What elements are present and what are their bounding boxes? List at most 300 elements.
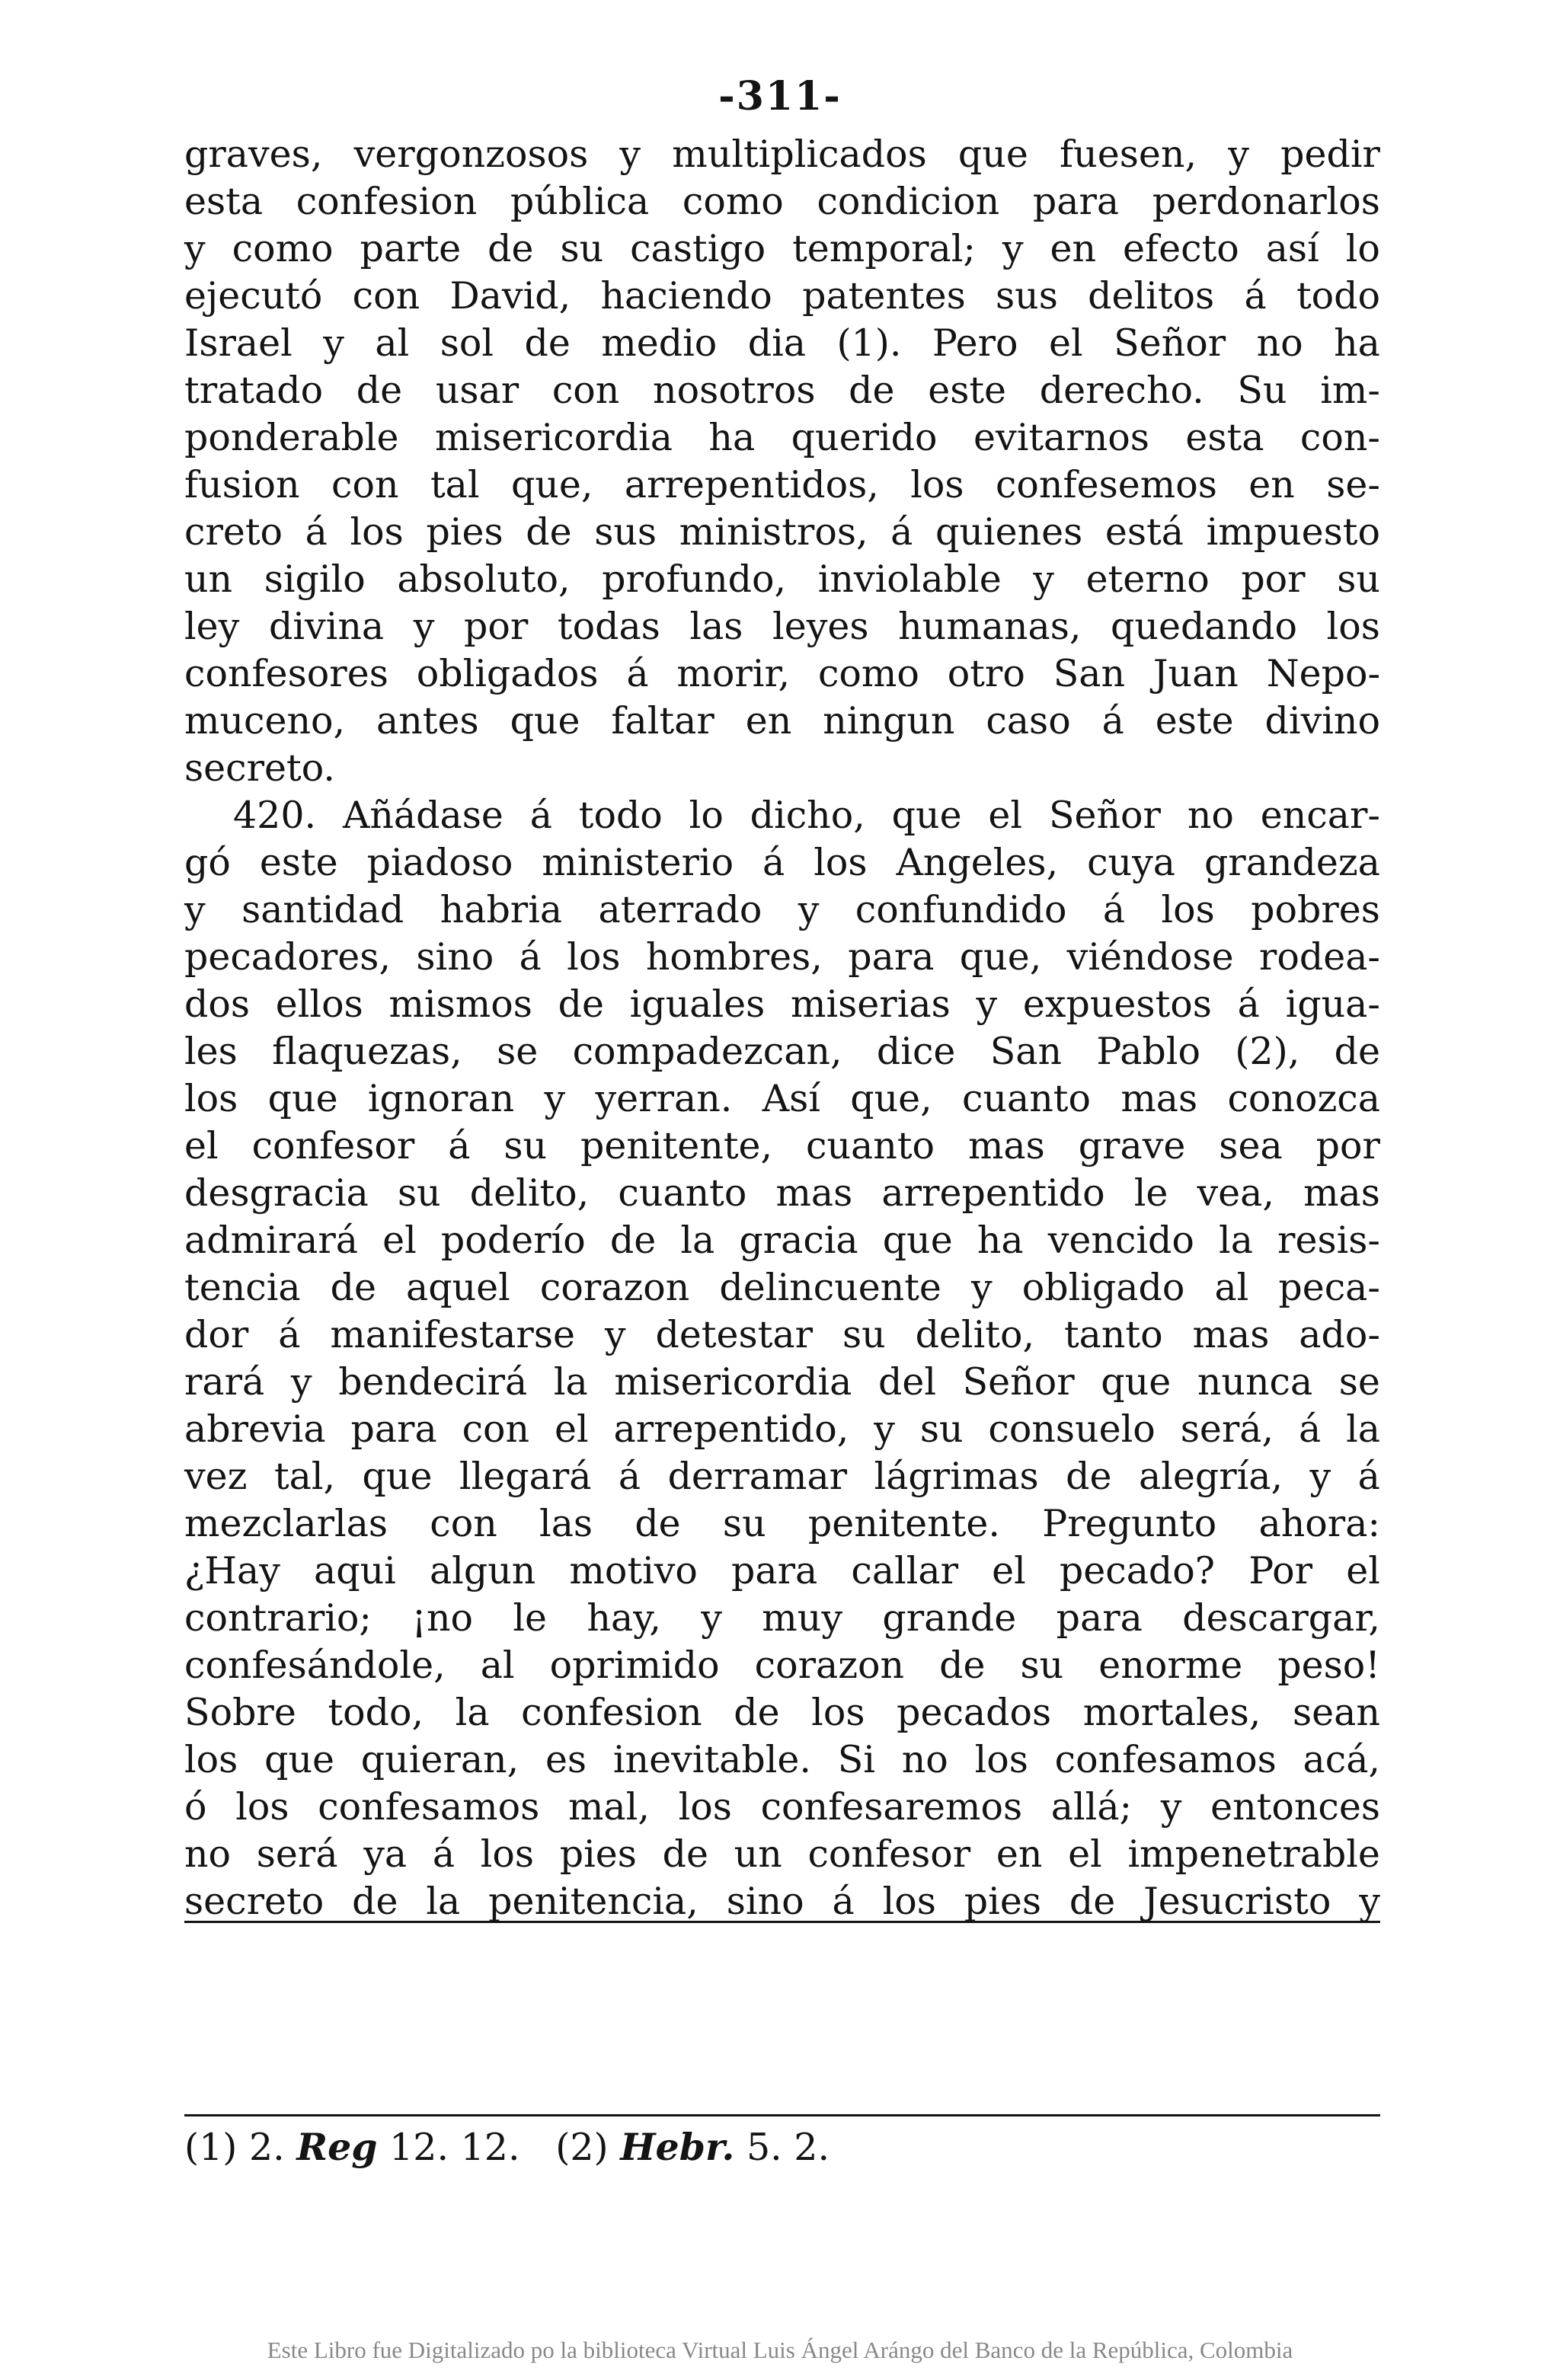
text-line <box>184 934 1380 981</box>
text-word: dor <box>184 1313 249 1356</box>
text-word: ¡no <box>411 1596 474 1640</box>
text-word: á <box>626 652 649 695</box>
text-word: al <box>375 321 410 365</box>
text-word: se <box>1338 1360 1380 1404</box>
text-word: mas <box>1120 1077 1198 1120</box>
text-word: los <box>567 935 621 979</box>
text-word: y <box>619 133 641 176</box>
text-word: en <box>996 1832 1043 1876</box>
text-line <box>184 1736 1380 1784</box>
text-word: las <box>539 1502 593 1545</box>
text-word: Señor <box>962 1360 1075 1404</box>
text-line <box>184 320 1380 367</box>
text-word: sino <box>726 1880 804 1923</box>
text-word: á <box>1101 699 1124 743</box>
text-word: se- <box>1326 463 1380 506</box>
text-word: Pablo <box>1096 1030 1200 1073</box>
text-word: no <box>901 1738 948 1781</box>
text-word: obligados <box>416 652 599 695</box>
text-word: quedando <box>1111 605 1297 648</box>
text-word: á <box>529 794 552 837</box>
text-line <box>184 1170 1380 1217</box>
text-word: arrepentido, <box>613 1407 849 1451</box>
text-word: se <box>497 1030 539 1073</box>
text-word: parte <box>360 227 462 270</box>
text-word: compadezcan, <box>572 1030 842 1073</box>
text-word: entonces <box>1210 1785 1380 1829</box>
text-word: y <box>1228 133 1249 176</box>
text-word: y <box>970 1266 993 1309</box>
text-word: el <box>992 1549 1026 1593</box>
text-word: cuanto <box>962 1077 1091 1120</box>
text-word: todo <box>578 794 663 837</box>
text-word: 420. <box>233 794 317 837</box>
text-word: de <box>662 1832 708 1876</box>
text-word: dia <box>747 321 806 365</box>
text-line <box>184 131 1380 178</box>
footnote-1-location: 12. 12. <box>389 2126 520 2169</box>
text-word: miserias <box>791 982 951 1026</box>
text-word: como <box>817 652 919 695</box>
text-word: querido <box>791 416 938 459</box>
text-word: los <box>1326 605 1380 648</box>
text-word: pies <box>964 1880 1041 1923</box>
text-word: manifestarse <box>330 1313 575 1356</box>
text-line <box>184 1595 1380 1642</box>
text-line <box>184 556 1380 603</box>
text-word: que <box>264 1738 335 1781</box>
text-word: á <box>1237 982 1260 1026</box>
text-word: en <box>1248 463 1295 506</box>
text-word: no <box>184 1832 232 1876</box>
text-word: los <box>974 1738 1028 1781</box>
text-word: gó <box>184 841 231 884</box>
text-word: delincuente <box>719 1266 941 1309</box>
text-word: en <box>1050 227 1097 270</box>
text-word: arrepentidos, <box>624 463 879 506</box>
text-word: le <box>513 1596 548 1640</box>
text-word: no <box>1187 794 1234 837</box>
text-word: á <box>890 510 913 554</box>
text-word: motivo <box>569 1549 698 1593</box>
text-word: sus <box>594 510 657 554</box>
text-word: los <box>811 1691 865 1734</box>
text-word: patentes <box>802 274 966 318</box>
text-word: los <box>350 510 404 554</box>
text-word: ley <box>184 605 240 648</box>
text-word: todo <box>1296 274 1380 318</box>
text-line <box>184 1784 1380 1831</box>
text-word: muceno, <box>184 699 346 743</box>
text-line <box>184 1453 1380 1500</box>
text-word: nunca <box>1197 1360 1313 1404</box>
text-line <box>184 792 1380 839</box>
text-word: lo <box>689 794 724 837</box>
text-word: inviolable <box>817 557 1002 601</box>
text-word: Señor <box>1114 321 1226 365</box>
text-word: Israel <box>184 321 292 365</box>
text-word: las <box>689 605 743 648</box>
text-word: el <box>382 1219 417 1262</box>
text-word: misericordia <box>434 416 673 459</box>
text-word: será, <box>1180 1407 1274 1451</box>
text-word: desgracia <box>184 1171 369 1215</box>
footnote-rule <box>184 2114 1380 2116</box>
text-word: lágrimas <box>874 1455 1039 1498</box>
text-word: graves, <box>184 133 323 176</box>
text-word: derecho. <box>1039 369 1204 412</box>
text-word: de <box>939 1644 986 1687</box>
text-word: condicion <box>817 180 1000 223</box>
text-line <box>184 839 1380 887</box>
text-word: ¿Hay <box>184 1549 280 1593</box>
text-word: leyes <box>772 605 869 648</box>
text-word: creto <box>184 510 283 554</box>
text-line <box>184 1075 1380 1123</box>
text-word: aterrado <box>598 888 762 931</box>
text-word: de <box>356 369 403 412</box>
text-word: callar <box>851 1549 959 1593</box>
text-word: este <box>1155 699 1234 743</box>
text-word: ministros, <box>679 510 868 554</box>
text-word: la <box>553 1360 588 1404</box>
text-word: los <box>235 1785 289 1829</box>
text-word: ejecutó <box>184 274 323 318</box>
text-word: que <box>957 133 1028 176</box>
text-word: llegará <box>459 1455 592 1498</box>
text-word: confundido <box>855 888 1067 931</box>
text-word: faltar <box>611 699 714 743</box>
text-word: es <box>545 1738 587 1781</box>
text-word: San <box>989 1030 1063 1073</box>
text-word: por <box>1315 1124 1380 1168</box>
text-word: al <box>480 1644 515 1687</box>
text-word: igua- <box>1285 982 1380 1026</box>
text-word: pública <box>510 180 650 223</box>
text-word: en <box>745 699 792 743</box>
text-word: le <box>1133 1171 1168 1215</box>
text-word: tal, <box>273 1455 336 1498</box>
text-word: ministerio <box>542 841 734 884</box>
footnote-2-mark: (2) <box>555 2126 609 2169</box>
text-word: grave <box>1078 1124 1186 1168</box>
text-word: que <box>267 1077 338 1120</box>
text-word: arrepentido <box>881 1171 1105 1215</box>
text-word: grande <box>882 1596 1017 1640</box>
text-word: medio <box>601 321 718 365</box>
text-line <box>184 1642 1380 1689</box>
text-word: castigo <box>630 227 766 270</box>
text-word: con <box>551 369 620 412</box>
text-word: su <box>722 1502 766 1545</box>
text-word: los <box>882 1880 936 1923</box>
text-line <box>184 1500 1380 1548</box>
text-word: Su <box>1237 369 1287 412</box>
text-word: nosotros <box>653 369 816 412</box>
text-word: profundo, <box>602 557 787 601</box>
text-word: impuesto <box>1206 510 1380 554</box>
text-word: fuesen, <box>1060 133 1197 176</box>
text-word: misericordia <box>614 1360 852 1404</box>
text-word: todo, <box>328 1691 424 1734</box>
text-word: algun <box>429 1549 536 1593</box>
text-word: con <box>331 463 399 506</box>
text-word: no <box>1256 321 1303 365</box>
text-word: grandeza <box>1204 841 1380 884</box>
text-word: ya <box>363 1832 408 1876</box>
text-word: delitos <box>1088 274 1215 318</box>
text-word: á <box>448 1124 471 1168</box>
text-word: á <box>305 510 328 554</box>
text-line <box>184 367 1380 414</box>
text-word: confesándole, <box>184 1644 446 1687</box>
text-word: su <box>1337 557 1380 601</box>
text-word: de <box>330 1266 376 1309</box>
text-word: secreto <box>184 1880 324 1923</box>
text-word: oprimido <box>549 1644 720 1687</box>
text-word: hay, <box>587 1596 661 1640</box>
text-word: confesion <box>521 1691 702 1734</box>
text-word: de <box>352 1880 398 1923</box>
text-word: abrevia <box>184 1407 326 1451</box>
text-word: los <box>480 1832 535 1876</box>
text-word: mas <box>967 1124 1045 1168</box>
text-word: mas <box>1192 1313 1270 1356</box>
text-word: mortales, <box>1082 1691 1261 1734</box>
text-word: que <box>882 1219 953 1262</box>
text-word: los <box>814 841 868 884</box>
text-word: secreto. <box>184 746 335 790</box>
text-word: por <box>464 605 529 648</box>
text-word: el <box>1049 321 1083 365</box>
text-word: á <box>1357 1455 1380 1498</box>
text-word: pobres <box>1251 888 1380 931</box>
text-word: confesion <box>296 180 478 223</box>
text-word: divina <box>268 605 385 648</box>
text-word: los <box>184 1738 238 1781</box>
footnote-1-ref: Reg <box>296 2125 378 2169</box>
text-line <box>184 745 1380 792</box>
text-word: (2), <box>1235 1030 1300 1073</box>
text-line <box>184 1123 1380 1170</box>
text-word: absoluto, <box>397 557 571 601</box>
text-word: y <box>1309 1455 1331 1498</box>
text-word: Así <box>762 1077 820 1120</box>
text-word: mal, <box>567 1785 650 1829</box>
text-word: muy <box>762 1596 843 1640</box>
text-word: á <box>278 1313 301 1356</box>
text-word: cuanto <box>618 1171 747 1215</box>
text-word: un <box>184 557 233 601</box>
text-word: encar- <box>1260 794 1380 837</box>
text-line <box>184 981 1380 1028</box>
text-line <box>184 462 1380 509</box>
text-word: dice <box>876 1030 956 1073</box>
text-word: Nepo- <box>1266 652 1380 695</box>
text-line <box>184 887 1380 934</box>
text-line <box>184 1831 1380 1878</box>
footnote-2-ref: Hebr. <box>620 2125 735 2169</box>
text-word: cuya <box>1087 841 1175 884</box>
text-word: ningun <box>823 699 955 743</box>
text-word: su <box>919 1407 964 1451</box>
text-word: y <box>874 1407 895 1451</box>
text-line <box>184 603 1380 650</box>
text-word: inevitable. <box>612 1738 811 1781</box>
text-word: la <box>680 1219 715 1262</box>
text-word: San <box>1053 652 1126 695</box>
text-word: los <box>678 1785 732 1829</box>
text-word: y <box>976 982 998 1026</box>
text-word: que <box>1101 1360 1172 1404</box>
text-word: morir, <box>676 652 791 695</box>
text-word: de <box>488 227 534 270</box>
text-word: yerran. <box>595 1077 733 1120</box>
text-word: confesaremos <box>760 1785 1023 1829</box>
text-word: á <box>1244 274 1267 318</box>
text-word: quieran, <box>360 1738 519 1781</box>
text-word: expuestos <box>1022 982 1212 1026</box>
text-word: con <box>462 1407 530 1451</box>
text-word: eterno <box>1085 557 1210 601</box>
text-line <box>184 1548 1380 1595</box>
text-word: que <box>510 699 580 743</box>
text-word: y <box>290 1360 312 1404</box>
text-word: viéndose <box>1066 935 1234 979</box>
text-word: de <box>1069 1880 1116 1923</box>
text-word: ha <box>708 416 756 459</box>
text-word: efecto <box>1122 227 1239 270</box>
text-word: impenetrable <box>1127 1832 1380 1876</box>
text-word: los <box>1161 888 1215 931</box>
text-word: vez <box>184 1455 248 1498</box>
text-word: rará <box>184 1360 265 1404</box>
text-word: y <box>184 888 206 931</box>
text-word: allá; <box>1050 1785 1133 1829</box>
text-word: de <box>558 982 604 1026</box>
text-word: alegría, <box>1138 1455 1283 1498</box>
text-word: lo <box>1345 227 1380 270</box>
text-word: pecado? <box>1059 1549 1216 1593</box>
text-word: así <box>1265 227 1319 270</box>
text-word: mas <box>1303 1171 1380 1215</box>
text-word: esta <box>1185 416 1264 459</box>
text-word: temporal; <box>792 227 976 270</box>
text-word: el <box>988 794 1023 837</box>
text-word: de <box>635 1502 681 1545</box>
page-number: -311- <box>718 73 842 120</box>
text-word: tencia <box>184 1266 301 1309</box>
text-word: mezclarlas <box>184 1502 388 1545</box>
text-word: que <box>891 794 962 837</box>
text-word: y <box>1160 1785 1182 1829</box>
text-word: penitente, <box>580 1124 773 1168</box>
text-word: resis- <box>1277 1219 1380 1262</box>
text-line <box>184 1217 1380 1264</box>
text-word: descargar, <box>1182 1596 1380 1640</box>
text-word: un <box>734 1832 782 1876</box>
text-word: de <box>524 321 571 365</box>
text-word: confesores <box>184 652 388 695</box>
text-word: mismos <box>388 982 532 1026</box>
text-line <box>184 178 1380 225</box>
text-word: Si <box>837 1738 875 1781</box>
text-word: su <box>503 1124 548 1168</box>
text-word: y <box>1033 557 1054 601</box>
text-line <box>184 1878 1380 1923</box>
text-word: mas <box>775 1171 853 1215</box>
text-word: flaquezas, <box>272 1030 462 1073</box>
text-line <box>184 1406 1380 1453</box>
text-word: y <box>413 605 435 648</box>
text-word: la <box>1219 1219 1253 1262</box>
text-word: sol <box>440 321 494 365</box>
text-word: penitencia, <box>488 1880 698 1923</box>
text-line <box>184 1359 1380 1406</box>
text-word: de <box>734 1691 780 1734</box>
footnote-1-mark: (1) <box>184 2126 238 2169</box>
text-word: como <box>232 227 334 270</box>
text-word: haciendo <box>600 274 772 318</box>
text-word: el <box>554 1407 589 1451</box>
text-word: humanas, <box>898 605 1082 648</box>
text-word: á <box>519 935 542 979</box>
text-word: que, <box>510 463 593 506</box>
text-word: otro <box>947 652 1025 695</box>
text-word: y <box>323 321 344 365</box>
text-word: hombres, <box>645 935 823 979</box>
text-word: ellos <box>275 982 363 1026</box>
text-word: y <box>1002 227 1024 270</box>
text-word: piadoso <box>366 841 513 884</box>
text-word: su <box>560 227 604 270</box>
digitization-credit: Este Libro fue Digitalizado po la biblioteca Virtual Luis Ángel Arángo del Banco de la República, Colombia <box>267 2337 1293 2363</box>
text-word: enorme <box>1098 1644 1243 1687</box>
text-word: vencido <box>1047 1219 1194 1262</box>
text-word: Sobre <box>184 1691 296 1734</box>
text-word: está <box>1104 510 1184 554</box>
text-word: admirará <box>184 1219 358 1262</box>
text-word: tal <box>430 463 480 506</box>
text-word: para <box>1056 1596 1143 1640</box>
text-word: Añádase <box>342 794 503 837</box>
text-word: su <box>842 1313 886 1356</box>
text-word: detestar <box>655 1313 814 1356</box>
text-word: y <box>701 1596 722 1640</box>
text-word: ado- <box>1299 1313 1380 1356</box>
text-word: vergonzosos <box>353 133 589 176</box>
text-word: ponderable <box>184 416 399 459</box>
text-word: este <box>928 369 1007 412</box>
text-word: quienes <box>935 510 1083 554</box>
text-word: derramar <box>667 1455 848 1498</box>
text-line <box>184 650 1380 698</box>
text-word: divino <box>1264 699 1380 743</box>
text-word: habria <box>440 888 563 931</box>
text-word: de <box>526 510 572 554</box>
text-line <box>184 1689 1380 1736</box>
text-word: y <box>604 1313 626 1356</box>
text-line <box>184 698 1380 745</box>
text-word: confesemos <box>995 463 1217 506</box>
text-line <box>184 1028 1380 1075</box>
text-word: rodea- <box>1258 935 1380 979</box>
body-text <box>184 131 1380 1923</box>
text-word: gracia <box>739 1219 858 1262</box>
text-word: á <box>832 1880 855 1923</box>
text-word: á <box>432 1832 456 1876</box>
text-word: David, <box>449 274 571 318</box>
